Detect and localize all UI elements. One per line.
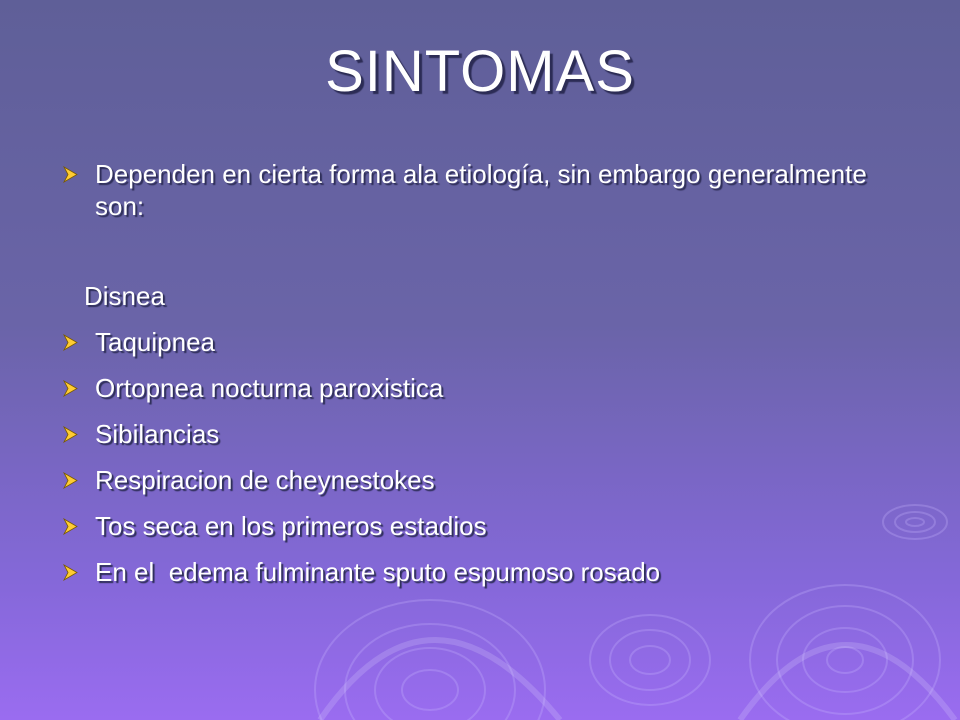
chevron-right-icon <box>62 564 79 581</box>
list-item-text: Tos seca en los primeros estadios <box>95 511 487 541</box>
list-item-plain <box>62 280 892 326</box>
chevron-right-icon <box>62 380 79 397</box>
intro-bullet <box>62 158 892 222</box>
slide-content <box>62 158 892 602</box>
chevron-right-icon <box>62 426 79 443</box>
list-item <box>62 510 892 556</box>
list-item-text: Sibilancias <box>95 419 220 449</box>
list-item <box>62 326 892 372</box>
list-item-text: Taquipnea <box>95 327 215 357</box>
list-item <box>62 556 892 602</box>
list-item-text: Respiracion de cheynestokes <box>95 465 435 495</box>
chevron-right-icon <box>62 166 79 183</box>
list-item <box>62 464 892 510</box>
chevron-right-icon <box>62 518 79 535</box>
list-item-text: Ortopnea nocturna paroxistica <box>95 373 444 403</box>
slide-title: SINTOMAS <box>325 39 635 104</box>
list-item-text: En el edema fulminante sputo espumoso rosado <box>95 557 661 587</box>
chevron-right-icon <box>62 472 79 489</box>
list-item-text: Disnea <box>84 281 165 311</box>
intro-text: Dependen en cierta forma ala etiología, sin embargo generalmente son: <box>95 159 867 221</box>
list-item <box>62 418 892 464</box>
chevron-right-icon <box>62 334 79 351</box>
list-item <box>62 372 892 418</box>
